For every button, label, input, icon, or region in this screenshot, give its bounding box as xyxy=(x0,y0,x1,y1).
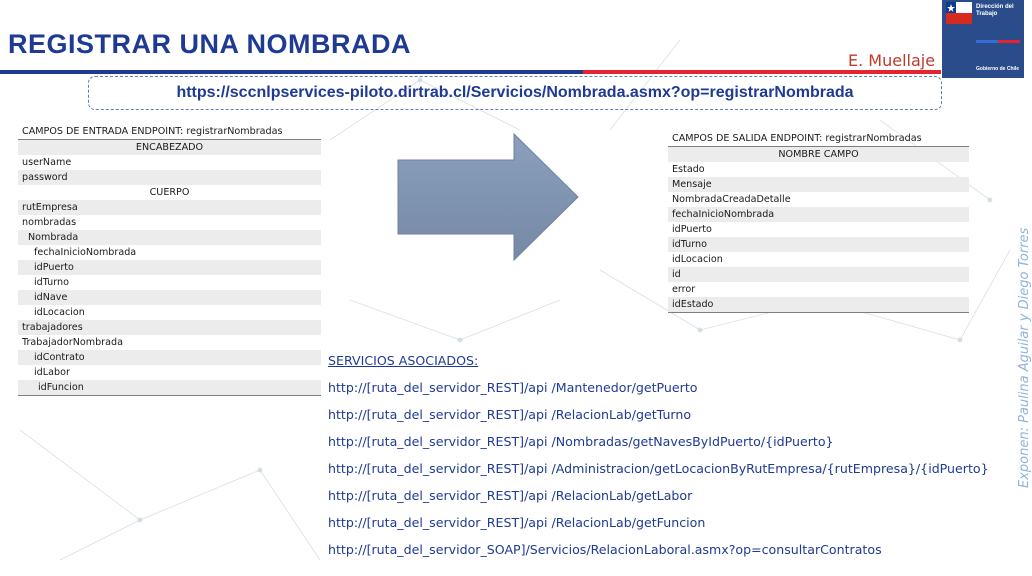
table-row xyxy=(18,380,321,396)
input-field-cell: idPuerto xyxy=(18,260,321,275)
author-label: E. Muellaje xyxy=(848,51,936,70)
service-url: http://[ruta_del_servidor_SOAP]/Servicios/RelacionLaboral.asmx?op=consultarContratos xyxy=(328,542,882,557)
input-field-cell: fechaInicioNombrada xyxy=(34,247,137,258)
services-list xyxy=(328,377,989,566)
output-field-cell: error xyxy=(672,284,696,295)
logo-footer: Gobierno de Chile xyxy=(976,66,1020,72)
table-row xyxy=(18,245,321,260)
associated-services xyxy=(328,350,989,566)
service-url: http://[ruta_del_servidor_REST]/api /RelacionLab/getLabor xyxy=(328,488,693,503)
input-field-cell: idTurno xyxy=(34,277,69,288)
output-field-cell: idLocacion xyxy=(672,254,723,265)
table-row xyxy=(668,252,969,267)
input-field-cell: userName xyxy=(22,157,72,168)
input-field-cell: rutEmpresa xyxy=(18,200,321,215)
table-row xyxy=(668,207,969,222)
input-field-cell: idLabor xyxy=(34,367,70,378)
input-field-cell: idNave xyxy=(18,290,321,305)
table-row xyxy=(668,297,969,313)
input-field-cell: idFuncion xyxy=(18,380,321,396)
logo-text xyxy=(976,4,1020,18)
table-row xyxy=(668,131,969,147)
logo-color-bar xyxy=(976,40,1020,43)
table-row xyxy=(18,260,321,275)
chile-shield-icon xyxy=(946,2,972,24)
table-row xyxy=(18,335,321,350)
table-row xyxy=(18,305,321,320)
input-field-cell: idContrato xyxy=(18,350,321,365)
table-row xyxy=(668,237,969,252)
table-row xyxy=(18,230,321,245)
table-row xyxy=(668,147,969,163)
title-rule-blue xyxy=(0,70,583,74)
service-url: http://[ruta_del_servidor_REST]/api /RelacionLab/getFuncion xyxy=(328,515,706,530)
logo-line-2: Trabajo xyxy=(976,11,998,17)
output-field-cell: Estado xyxy=(672,164,705,175)
input-field-cell: trabajadores xyxy=(18,320,321,335)
input-fields-table xyxy=(18,124,321,396)
input-table-header: CAMPOS DE ENTRADA ENDPOINT: registrarNombradas xyxy=(18,124,321,140)
output-table-header: CAMPOS DE SALIDA ENDPOINT: registrarNombradas xyxy=(668,131,969,147)
presenters-credit: Exponen: Paulina Aguilar y Diego Torres xyxy=(1017,227,1032,488)
table-row xyxy=(18,350,321,365)
table-row xyxy=(18,140,321,156)
table-row xyxy=(668,192,969,207)
table-row xyxy=(18,185,321,200)
title-rule-red xyxy=(583,70,941,74)
table-row xyxy=(668,282,969,297)
gobierno-logo xyxy=(942,0,1024,78)
output-field-cell: NOMBRE CAMPO xyxy=(668,147,969,163)
table-row xyxy=(18,215,321,230)
table-row xyxy=(668,162,969,177)
table-row xyxy=(18,155,321,170)
input-field-cell: Nombrada xyxy=(18,230,321,245)
services-title: SERVICIOS ASOCIADOS: xyxy=(328,353,479,368)
table-row xyxy=(18,320,321,335)
table-row xyxy=(18,290,321,305)
output-field-cell: id xyxy=(668,267,969,282)
table-row xyxy=(18,365,321,380)
table-row xyxy=(18,275,321,290)
input-field-cell: password xyxy=(18,170,321,185)
table-row xyxy=(668,267,969,282)
input-field-cell: CUERPO xyxy=(149,187,190,198)
service-url: http://[ruta_del_servidor_REST]/api /Nombradas/getNavesByIdPuerto/{idPuerto} xyxy=(328,434,834,449)
output-field-cell: idTurno xyxy=(668,237,969,252)
service-url: http://[ruta_del_servidor_REST]/api /Mantenedor/getPuerto xyxy=(328,380,698,395)
table-row xyxy=(668,177,969,192)
output-field-cell: idEstado xyxy=(668,297,969,313)
table-row xyxy=(18,124,321,140)
logo-line-1: Dirección del xyxy=(976,4,1014,10)
service-url: http://[ruta_del_servidor_REST]/api /RelacionLab/getTurno xyxy=(328,407,692,422)
table-row xyxy=(668,222,969,237)
endpoint-url-box xyxy=(88,76,942,110)
right-arrow-icon xyxy=(396,132,580,262)
output-field-cell: fechaInicioNombrada xyxy=(668,207,969,222)
input-field-cell: TrabajadorNombrada xyxy=(22,337,123,348)
table-row xyxy=(18,170,321,185)
input-field-cell: ENCABEZADO xyxy=(18,140,321,156)
input-field-cell: idLocacion xyxy=(34,307,85,318)
table-row xyxy=(18,200,321,215)
input-field-cell: nombradas xyxy=(22,217,77,228)
output-field-cell: Mensaje xyxy=(668,177,969,192)
output-field-cell: idPuerto xyxy=(672,224,712,235)
service-url: http://[ruta_del_servidor_REST]/api /Administracion/getLocacionByRutEmpresa/{rutEmpresa}/{idPuerto} xyxy=(328,461,989,476)
output-field-cell: NombradaCreadaDetalle xyxy=(672,194,791,205)
endpoint-url: https://sccnlpservices-piloto.dirtrab.cl/Servicios/Nombrada.asmx?op=registrarNombrada xyxy=(176,84,854,101)
slide-title: REGISTRAR UNA NOMBRADA xyxy=(8,29,411,59)
output-fields-table xyxy=(668,131,969,313)
